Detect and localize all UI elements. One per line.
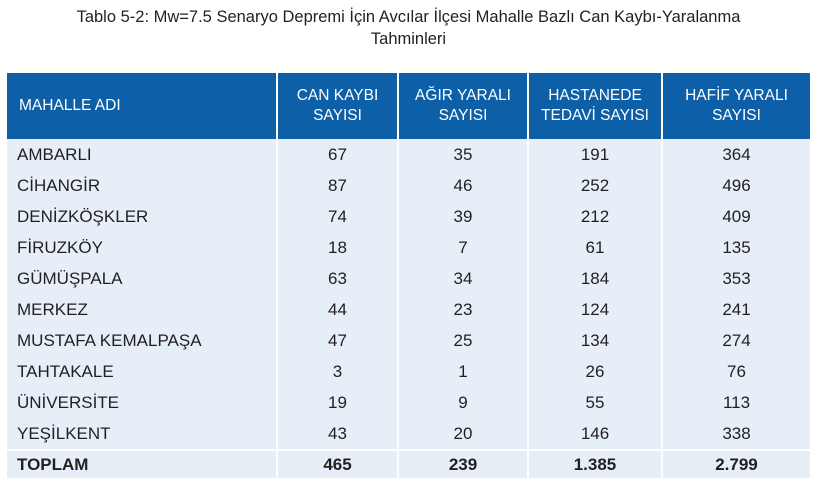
header-hospital-treatment [528,73,662,139]
cell-deaths: 67 [277,139,398,170]
cell-deaths: 47 [277,325,398,356]
cell-severely-injured: 1 [398,356,528,387]
cell-hospital-treatment: 212 [528,201,662,232]
total-label: TOPLAM [7,450,277,478]
cell-lightly-injured: 274 [662,325,810,356]
cell-hospital-treatment: 146 [528,418,662,450]
total-row [7,450,810,478]
cell-deaths: 74 [277,201,398,232]
cell-lightly-injured: 135 [662,232,810,263]
header-label-line-2: SAYISI [712,107,761,124]
cell-severely-injured: 35 [398,139,528,170]
cell-neighborhood: YEŞİLKENT [7,418,277,450]
cell-neighborhood: CİHANGİR [7,170,277,201]
cell-severely-injured: 20 [398,418,528,450]
table-header [7,73,810,139]
header-label-line-1: HAFİF YARALI [685,87,788,104]
table-row [7,325,810,356]
table-row [7,263,810,294]
header-label-line-2: SAYISI [313,107,362,124]
cell-deaths: 18 [277,232,398,263]
table-row [7,418,810,450]
cell-lightly-injured: 364 [662,139,810,170]
table-row [7,170,810,201]
cell-neighborhood: AMBARLI [7,139,277,170]
cell-deaths: 44 [277,294,398,325]
cell-deaths: 3 [277,356,398,387]
header-label-line-2: TEDAVİ SAYISI [541,107,649,124]
cell-neighborhood: MUSTAFA KEMALPAŞA [7,325,277,356]
total-hospital-treatment: 1.385 [528,450,662,478]
table-row [7,294,810,325]
header-deaths [277,73,398,139]
table-row [7,139,810,170]
cell-neighborhood: DENİZKÖŞKLER [7,201,277,232]
cell-neighborhood: FİRUZKÖY [7,232,277,263]
cell-neighborhood: MERKEZ [7,294,277,325]
table-row [7,356,810,387]
cell-lightly-injured: 338 [662,418,810,450]
header-row [7,73,810,139]
cell-severely-injured: 25 [398,325,528,356]
header-lightly-injured [662,73,810,139]
caption-line-1: Tablo 5-2: Mw=7.5 Senaryo Depremi İçin Avcılar İlçesi Mahalle Bazlı Can Kaybı-Yaralanma [76,8,741,26]
header-label-line-2: SAYISI [438,107,488,124]
cell-deaths: 19 [277,387,398,418]
cell-lightly-injured: 353 [662,263,810,294]
table-row [7,201,810,232]
header-label: MAHALLE ADI [19,97,121,114]
cell-neighborhood: TAHTAKALE [7,356,277,387]
cell-severely-injured: 46 [398,170,528,201]
cell-lightly-injured: 76 [662,356,810,387]
cell-severely-injured: 34 [398,263,528,294]
cell-hospital-treatment: 124 [528,294,662,325]
cell-hospital-treatment: 184 [528,263,662,294]
cell-severely-injured: 9 [398,387,528,418]
cell-severely-injured: 39 [398,201,528,232]
total-severely-injured: 239 [398,450,528,478]
cell-hospital-treatment: 252 [528,170,662,201]
table-row [7,232,810,263]
cell-hospital-treatment: 26 [528,356,662,387]
total-deaths: 465 [277,450,398,478]
cell-deaths: 87 [277,170,398,201]
header-label-line-1: AĞIR YARALI [415,87,511,104]
table-row [7,387,810,418]
total-lightly-injured: 2.799 [662,450,810,478]
cell-hospital-treatment: 134 [528,325,662,356]
cell-lightly-injured: 113 [662,387,810,418]
cell-deaths: 63 [277,263,398,294]
cell-lightly-injured: 409 [662,201,810,232]
table-body [7,139,810,478]
caption-line-2: Tahminleri [370,30,447,48]
cell-neighborhood: ÜNİVERSİTE [7,387,277,418]
cell-hospital-treatment: 191 [528,139,662,170]
cell-deaths: 43 [277,418,398,450]
cell-severely-injured: 23 [398,294,528,325]
table-caption [0,6,817,50]
header-label-line-1: CAN KAYBI [296,87,379,104]
casualty-table [7,73,810,478]
header-label-line-1: HASTANEDE [548,87,642,104]
cell-hospital-treatment: 61 [528,232,662,263]
cell-neighborhood: GÜMÜŞPALA [7,263,277,294]
header-severely-injured [398,73,528,139]
cell-hospital-treatment: 55 [528,387,662,418]
header-neighborhood [7,73,277,139]
cell-lightly-injured: 496 [662,170,810,201]
cell-lightly-injured: 241 [662,294,810,325]
cell-severely-injured: 7 [398,232,528,263]
